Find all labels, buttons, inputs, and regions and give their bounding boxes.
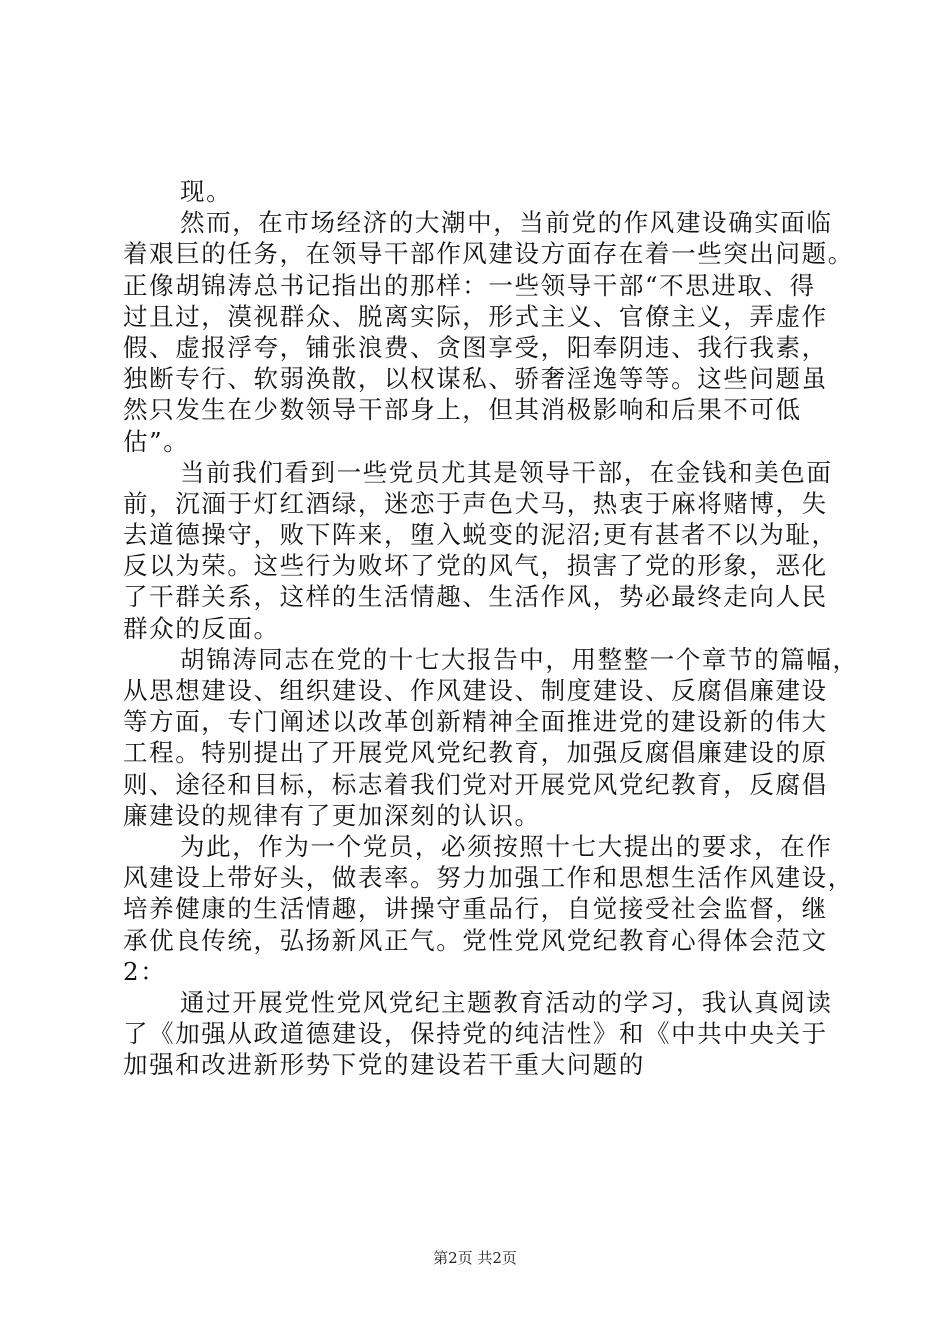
text-line: 加强和改进新形势下党的建设若干重大问题的: [123, 1050, 645, 1080]
text-line: 廉建设的规律有了更加深刻的认识。: [123, 800, 541, 830]
text-line: 为此，作为一个党员，必须按照十七大提出的要求，在作: [180, 831, 833, 861]
text-line: 群众的反面。: [123, 613, 280, 643]
text-line: 当前我们看到一些党员尤其是领导干部，在金钱和美色面: [180, 457, 833, 487]
text-line: 胡锦涛同志在党的十七大报告中，用整整一个章节的篇幅，: [180, 644, 859, 674]
text-line: 等方面，专门阐述以改革创新精神全面推进党的建设新的伟大: [123, 707, 828, 737]
text-line: 工程。特别提出了开展党风党纪教育，加强反腐倡廉建设的原: [123, 738, 828, 768]
text-line: 从思想建设、组织建设、作风建设、制度建设、反腐倡廉建设: [123, 676, 828, 705]
text-line: 培养健康的生活情趣，讲操守重品行，自觉接受社会监督，继: [123, 894, 828, 924]
text-line: 过且过，漠视群众、脱离实际，形式主义、官僚主义，弄虚作: [123, 301, 828, 331]
text-line: 了《加强从政道德建设，保持党的纯洁性》和《中共中央关于: [123, 1019, 828, 1049]
text-line: 则、途径和目标，标志着我们党对开展党风党纪教育，反腐倡: [123, 769, 828, 799]
text-line: 独断专行、软弱涣散，以权谋私、骄奢淫逸等等。这些问题虽: [123, 364, 828, 394]
text-line: 2：: [123, 956, 167, 986]
text-line: 假、虚报浮夸，铺张浪费、贪图享受，阳奉阴违、我行我素，: [123, 332, 828, 362]
text-line: 着艰巨的任务，在领导干部作风建设方面存在着一些突出问题。: [123, 239, 854, 269]
text-line: 通过开展党性党风党纪主题教育活动的学习，我认真阅读: [180, 987, 833, 1017]
text-line: 了干群关系，这样的生活情趣、生活作风，势必最终走向人民: [123, 582, 828, 612]
text-line: 反以为荣。这些行为败坏了党的风气，损害了党的形象，恶化: [123, 551, 828, 581]
document-body: [123, 176, 859, 1080]
text-line: 然而，在市场经济的大潮中，当前党的作风建设确实面临: [180, 208, 833, 238]
text-line: 风建设上带好头，做表率。努力加强工作和思想生活作风建设，: [123, 863, 854, 893]
page-footer: 第2页 共2页: [433, 1249, 517, 1267]
text-line: 现。: [180, 177, 233, 206]
text-line: 正像胡锦涛总书记指出的那样：一些领导干部“不思进取、得: [123, 270, 816, 300]
text-line: 前，沉湎于灯红酒绿，迷恋于声色犬马，热衷于麻将赌博，失: [123, 488, 828, 518]
text-line: 去道德操守，败下阵来，堕入蜕变的泥沼;更有甚者不以为耻，: [123, 520, 838, 550]
text-line: 承优良传统，弘扬新风正气。党性党风党纪教育心得体会范文: [123, 925, 828, 955]
text-line: 然只发生在少数领导干部身上，但其消极影响和后果不可低: [123, 395, 802, 425]
text-line: 估”。: [123, 426, 190, 456]
